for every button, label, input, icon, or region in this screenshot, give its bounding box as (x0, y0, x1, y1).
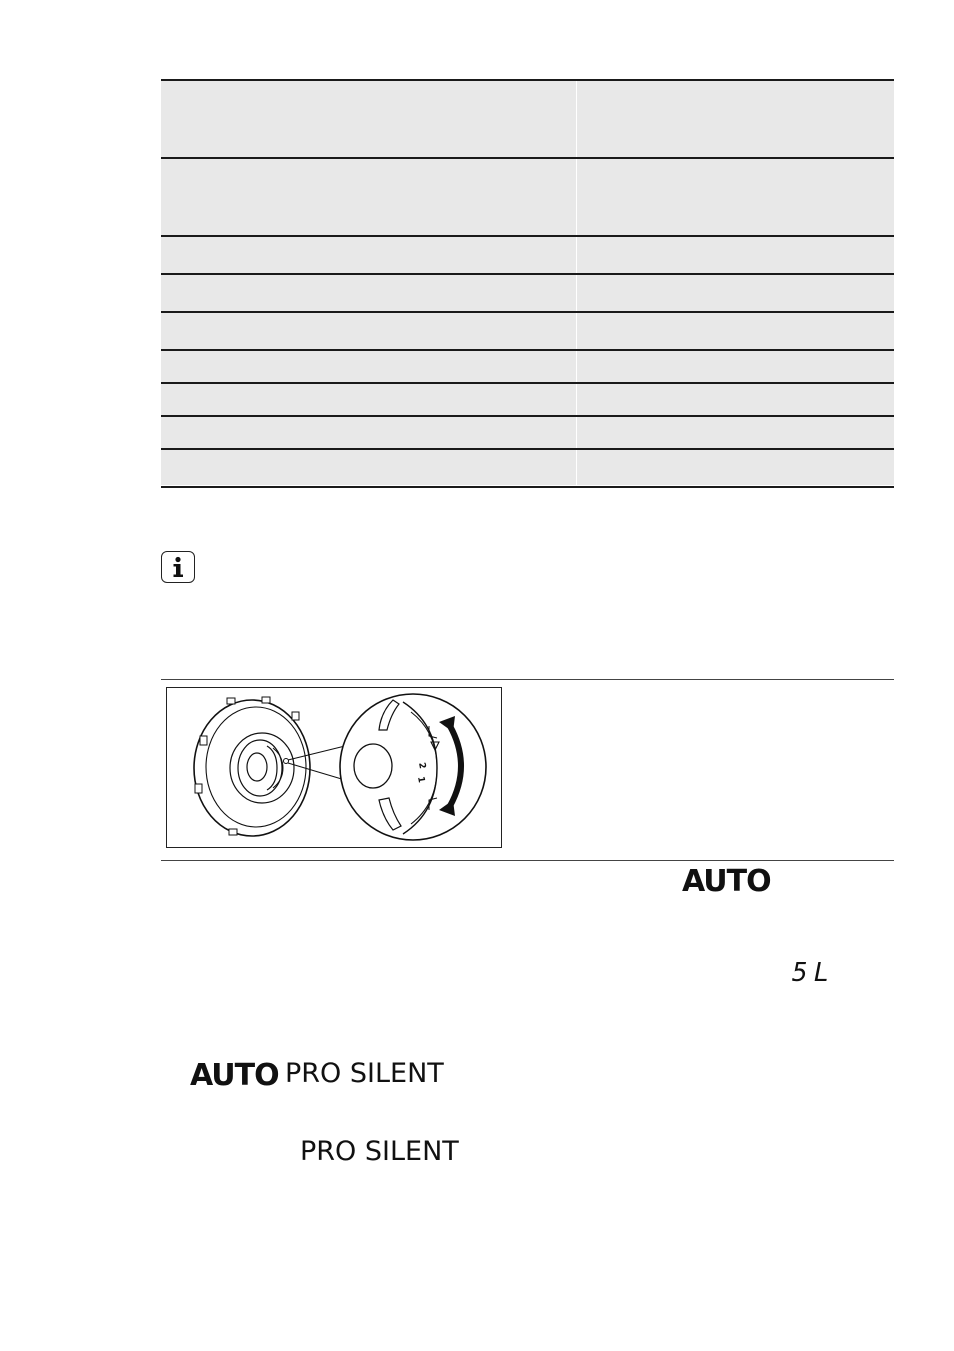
water-softener-dial-figure (166, 687, 502, 848)
table-row (161, 157, 894, 235)
display-code: 5L (792, 958, 836, 988)
section-rule-top (161, 679, 894, 680)
pro-silent-label: PRO SILENT (300, 1136, 459, 1167)
auto-brand-label: AUTO (682, 864, 771, 899)
settings-table (161, 79, 894, 485)
dial-mark-2: 2 (416, 761, 427, 770)
table-row (161, 349, 894, 382)
section-rule-bottom (161, 860, 894, 861)
table-row (161, 448, 894, 485)
table-row (161, 235, 894, 273)
dial-mark-1: 1 (415, 775, 426, 784)
pro-silent-label: PRO SILENT (285, 1058, 444, 1089)
table-row (161, 311, 894, 349)
table-bottom-rule (161, 486, 894, 488)
info-icon (161, 551, 195, 583)
table-row (161, 79, 894, 157)
table-row (161, 273, 894, 311)
water-softener-dial-icon (167, 688, 501, 847)
auto-brand-label: AUTO (190, 1058, 279, 1093)
table-row (161, 415, 894, 448)
table-row (161, 382, 894, 415)
